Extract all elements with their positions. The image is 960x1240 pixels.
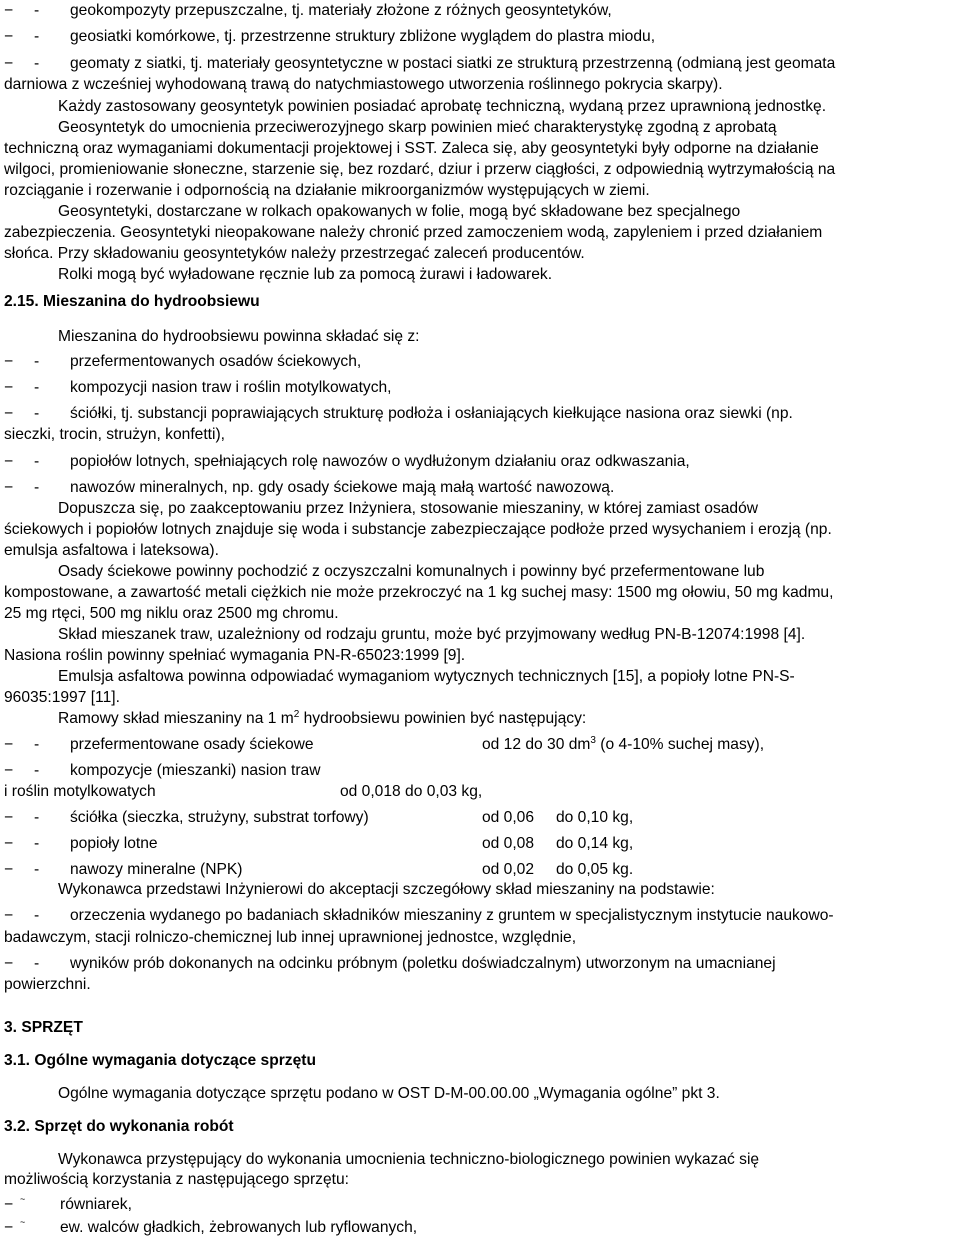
list-item-text: orzeczenia wydanego po badaniach składników mieszaniny z gruntem w specjalistycznym instytucie naukowo-	[70, 907, 834, 924]
bullet-marker: -	[34, 55, 40, 72]
paragraph-line: sieczki, trocin, strużyn, konfetti),	[4, 426, 225, 443]
bullet-dash: −	[4, 835, 14, 852]
list-item-text: równiarek,	[60, 1196, 132, 1213]
paragraph-line: 96035:1997 [11].	[4, 689, 120, 706]
list-item-text: geomaty z siatki, tj. materiały geosyntetyczne w postaci siatki ze strukturą przestrzenną (odmianą jest geomata	[70, 55, 836, 72]
bullet-marker: -	[34, 762, 40, 779]
bullet-dash: −	[4, 353, 14, 370]
bullet-dash: −	[4, 1219, 14, 1236]
amount-from: od 0,08	[482, 835, 535, 852]
bullet-dash: −	[4, 955, 14, 972]
paragraph-line: rozciąganie i rozerwanie i odpornością na działanie mikroorganizmów występujących w ziemi.	[4, 182, 650, 199]
text-segment: (o 4-10% suchej masy),	[595, 736, 765, 753]
amount-from: od 0,02	[482, 861, 535, 878]
bullet-marker: -	[34, 861, 40, 878]
paragraph-line: Osady ściekowe powinny pochodzić z oczyszczalni komunalnych i powinny być przefermentowane lub	[58, 563, 765, 580]
paragraph-line: Geosyntetyk do umocnienia przeciwerozyjnego skarp powinien mieć charakterystykę zgodną z aprobatą	[58, 119, 777, 136]
amount-to: do 0,10 kg,	[556, 809, 634, 826]
bullet-marker: -	[34, 907, 40, 924]
bullet-dash: −	[4, 736, 14, 753]
paragraph-line: słońca. Przy składowaniu geosyntetyków należy przestrzegać zaleceń producentów.	[4, 245, 585, 262]
paragraph-line: zabezpieczenia. Geosyntetyki nieopakowane należy chronić przed zamoczeniem wodą, zapyleniem i przed działaniem	[4, 224, 823, 241]
bullet-dash: −	[4, 405, 14, 422]
list-item-continuation	[4, 782, 483, 802]
list-item-text: nawozy mineralne (NPK)	[70, 861, 243, 878]
paragraph-line	[58, 709, 586, 731]
bullet-dash: −	[4, 861, 14, 878]
superscript: 3	[590, 735, 596, 746]
paragraph-line: Mieszanina do hydroobsiewu powinna składać się z:	[58, 328, 420, 345]
bullet-dash: −	[4, 55, 14, 72]
list-item-text: ew. walców gładkich, żebrowanych lub ryflowanych,	[60, 1219, 418, 1236]
text-segment: od 12 do 30 dm	[482, 736, 591, 753]
bullet-dash: −	[4, 28, 14, 45]
list-item-text: kompozycji nasion traw i roślin motylkowatych,	[70, 379, 392, 396]
bullet-marker: -	[34, 809, 40, 826]
bullet-marker: -	[34, 955, 40, 972]
list-item-text: przefermentowanych osadów ściekowych,	[70, 353, 362, 370]
paragraph-line: darniowa z wcześniej wyhodowaną trawą do natychmiastowego utworzenia roślinnego pokrycia skarpy).	[4, 76, 723, 93]
list-item-text: kompozycje (mieszanki) nasion traw	[70, 762, 321, 779]
superscript: 2	[293, 709, 300, 720]
list-item-text: ściółka (sieczka, strużyny, substrat torfowy)	[70, 809, 369, 826]
paragraph-line: Dopuszcza się, po zaakceptowaniu przez Inżyniera, stosowanie mieszaniny, w której zamiast osadów	[58, 500, 759, 517]
bullet-marker: -	[34, 453, 40, 470]
paragraph-line: Emulsja asfaltowa powinna odpowiadać wymaganiom wytycznych technicznych [15], a popioły lotne PN-S-	[58, 668, 795, 685]
bullet-marker: -	[34, 2, 40, 19]
list-item-text: nawozów mineralnych, np. gdy osady ściekowe mają małą wartość nawozową.	[70, 479, 615, 496]
paragraph-line: techniczną oraz wymaganiami dokumentacji projektowej i SST. Zaleca się, aby geosyntetyki były odporne na działanie	[4, 140, 819, 157]
bullet-dash: −	[4, 762, 14, 779]
bullet-dash: −	[4, 809, 14, 826]
paragraph-line: emulsja asfaltowa i lateksowa).	[4, 542, 219, 559]
amount-value	[482, 735, 764, 757]
bullet-dash: −	[4, 379, 14, 396]
paragraph-line: ściekowych i popiołów lotnych znajduje się woda i substancje zabezpieczające podłoże przed wysychaniem i erozją (np.	[4, 521, 832, 538]
list-item-text: przefermentowane osady ściekowe	[70, 736, 314, 753]
bullet-dash: −	[4, 1196, 14, 1213]
amount-to: do 0,05 kg.	[556, 861, 634, 878]
section-heading: 3.2. Sprzęt do wykonania robót	[4, 1118, 234, 1135]
paragraph-line: kompostowane, a zawartość metali ciężkich nie może przekroczyć na 1 kg suchej masy: 1500 mg ołowiu, 50 mg kadmu,	[4, 584, 834, 601]
tilde-mark: ~	[20, 1194, 26, 1204]
list-item-text: i roślin motylkowatych	[4, 783, 156, 800]
bullet-dash: −	[4, 907, 14, 924]
bullet-marker: -	[34, 353, 40, 370]
bullet-dash: −	[4, 453, 14, 470]
text-segment: Ramowy skład mieszaniny na 1 m	[58, 710, 294, 727]
list-item-text: ściółki, tj. substancji poprawiających strukturę podłoża i osłaniających kiełkujące nasiona oraz siewki (np.	[70, 405, 793, 422]
paragraph-line: badawczym, stacji rolniczo-chemicznej lub innej uprawnionej jednostce, względnie,	[4, 929, 577, 946]
section-heading: 3.1. Ogólne wymagania dotyczące sprzętu	[4, 1052, 316, 1069]
paragraph-line: Nasiona roślin powinny spełniać wymagania PN-R-65023:1999 [9].	[4, 647, 466, 664]
list-item-text: geokompozyty przepuszczalne, tj. materiały złożone z różnych geosyntetyków,	[70, 2, 612, 19]
tilde-mark: ~	[20, 1217, 26, 1227]
paragraph-line: powierzchni.	[4, 976, 91, 993]
paragraph-line: Ogólne wymagania dotyczące sprzętu podano w OST D-M-00.00.00 „Wymagania ogólne” pkt 3.	[58, 1085, 720, 1102]
bullet-dash: −	[4, 2, 14, 19]
text-segment: hydroobsiewu powinien być następujący:	[299, 710, 587, 727]
bullet-dash: −	[4, 479, 14, 496]
section-heading: 2.15. Mieszanina do hydroobsiewu	[4, 293, 260, 310]
list-item-text: geosiatki komórkowe, tj. przestrzenne struktury zbliżone wyglądem do plastra miodu,	[70, 28, 656, 45]
paragraph-line: Rolki mogą być wyładowane ręcznie lub za pomocą żurawi i ładowarek.	[58, 266, 553, 283]
amount-from: od 0,06	[482, 809, 535, 826]
bullet-marker: -	[34, 405, 40, 422]
list-item-text: popiołów lotnych, spełniających rolę nawozów o wydłużonym działaniu oraz odkwaszania,	[70, 453, 690, 470]
paragraph-line: Wykonawca przedstawi Inżynierowi do akceptacji szczegółowy skład mieszaniny na podstawie:	[58, 881, 715, 898]
paragraph-line: wilgoci, promieniowanie słoneczne, starzenie się, bez rozdarć, dziur i przerw ciągłości, z odpowiednią wytrzymałością na	[4, 161, 836, 178]
section-heading: 3. SPRZĘT	[4, 1019, 83, 1036]
paragraph-line: Każdy zastosowany geosyntetyk powinien posiadać aprobatę techniczną, wydaną przez uprawnioną jednostkę.	[58, 98, 827, 115]
bullet-marker: -	[34, 379, 40, 396]
amount-to: do 0,14 kg,	[556, 835, 634, 852]
bullet-marker: -	[34, 736, 40, 753]
list-item-text: wyników prób dokonanych na odcinku próbnym (poletku doświadczalnym) utworzonym na umacnianej	[70, 955, 776, 972]
bullet-marker: -	[34, 479, 40, 496]
paragraph-line: Skład mieszanek traw, uzależniony od rodzaju gruntu, może być przyjmowany według PN-B-12074:1998 [4].	[58, 626, 806, 643]
bullet-marker: -	[34, 835, 40, 852]
amount-value: od 0,018 do 0,03 kg,	[340, 783, 483, 800]
paragraph-line: 25 mg rtęci, 500 mg niklu oraz 2500 mg chromu.	[4, 605, 339, 622]
paragraph-line: Geosyntetyki, dostarczane w rolkach opakowanych w folie, mogą być składowane bez specjalnego	[58, 203, 741, 220]
paragraph-line: możliwością korzystania z następującego sprzętu:	[4, 1171, 349, 1188]
list-item-text: popioły lotne	[70, 835, 158, 852]
bullet-marker: -	[34, 28, 40, 45]
paragraph-line: Wykonawca przystępujący do wykonania umocnienia techniczno-biologicznego powinien wykazać się	[58, 1151, 760, 1168]
